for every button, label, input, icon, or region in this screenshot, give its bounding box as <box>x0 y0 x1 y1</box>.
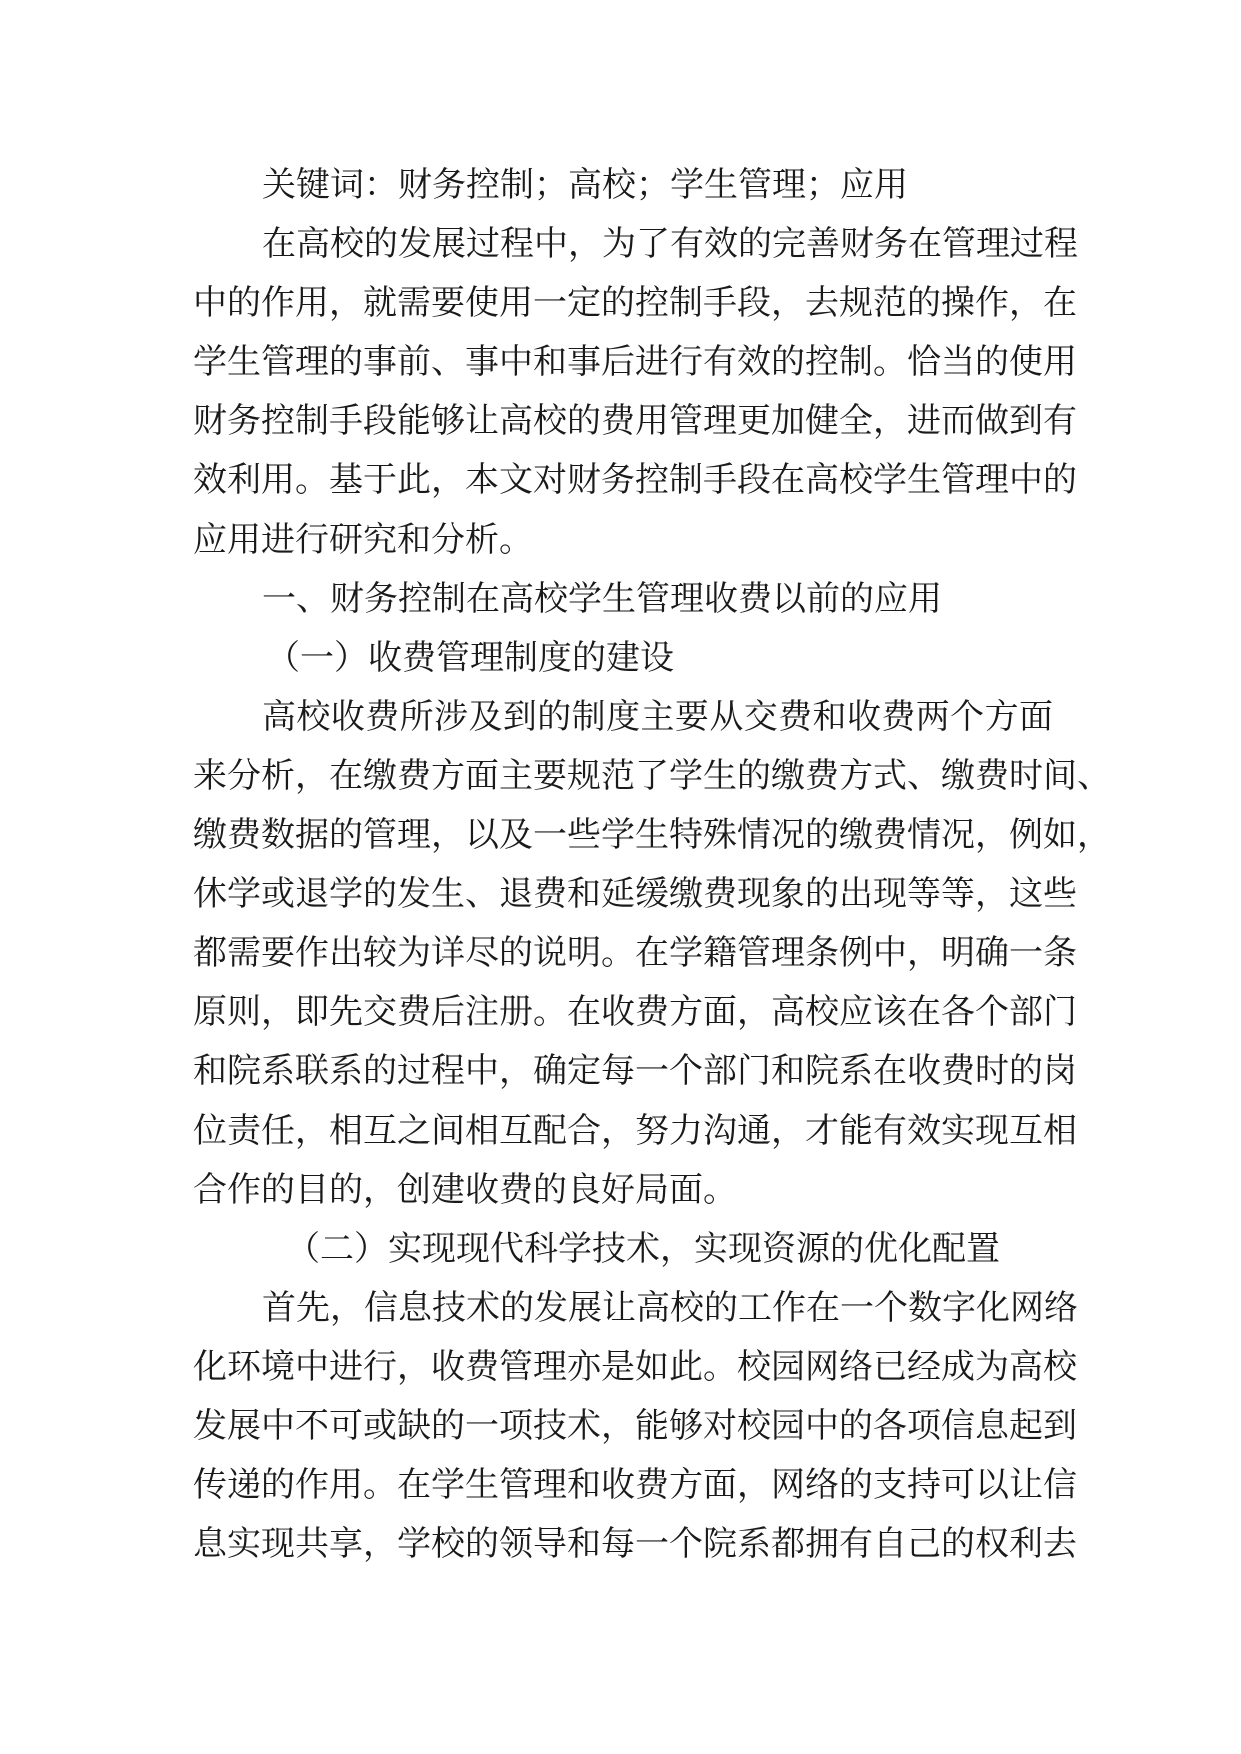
paragraph-line: 学生管理的事前、事中和事后进行有效的控制。恰当的使用 <box>193 342 1077 383</box>
paragraph-line: 中的作用，就需要使用一定的控制手段，去规范的操作，在 <box>193 283 1077 324</box>
subsection-heading: （一）收费管理制度的建设 <box>266 637 674 678</box>
paragraph-line: 缴费数据的管理，以及一些学生特殊情况的缴费情况，例如， <box>193 815 1111 856</box>
paragraph-line: 高校收费所涉及到的制度主要从交费和收费两个方面 <box>262 696 1053 737</box>
paragraph-line: 合作的目的，创建收费的良好局面。 <box>193 1169 737 1210</box>
paragraph-line: 都需要作出较为详尽的说明。在学籍管理条例中，明确一条 <box>193 933 1077 974</box>
paragraph-line: 原则，即先交费后注册。在收费方面，高校应该在各个部门 <box>193 992 1077 1033</box>
paragraph-line: 化环境中进行，收费管理亦是如此。校园网络已经成为高校 <box>193 1346 1077 1387</box>
paragraph-line: 来分析，在缴费方面主要规范了学生的缴费方式、缴费时间、 <box>193 755 1111 796</box>
paragraph-line: 发展中不可或缺的一项技术，能够对校园中的各项信息起到 <box>193 1405 1077 1446</box>
section-heading: 一、财务控制在高校学生管理收费以前的应用 <box>262 578 942 619</box>
paragraph-line: 首先，信息技术的发展让高校的工作在一个数字化网络 <box>262 1287 1078 1328</box>
paragraph-line: 休学或退学的发生、退费和延缓缴费现象的出现等等，这些 <box>193 874 1077 915</box>
document-body <box>193 156 1111 1574</box>
paragraph-line: 传递的作用。在学生管理和收费方面，网络的支持可以让信 <box>193 1465 1077 1506</box>
paragraph-line: 位责任，相互之间相互配合，努力沟通，才能有效实现互相 <box>193 1110 1077 1151</box>
paragraph-line: 效利用。基于此，本文对财务控制手段在高校学生管理中的 <box>193 460 1077 501</box>
paragraph-line: 应用进行研究和分析。 <box>193 519 533 560</box>
paragraph-line: 在高校的发展过程中，为了有效的完善财务在管理过程 <box>262 224 1078 265</box>
paragraph-line: 息实现共享，学校的领导和每一个院系都拥有自己的权利去 <box>193 1524 1077 1565</box>
paragraph-line: 和院系联系的过程中，确定每一个部门和院系在收费时的岗 <box>193 1051 1077 1092</box>
paragraph-line: 财务控制手段能够让高校的费用管理更加健全，进而做到有 <box>193 401 1077 442</box>
keywords-line: 关键词：财务控制；高校；学生管理；应用 <box>262 165 908 205</box>
subsection-heading: （二）实现现代科学技术，实现资源的优化配置 <box>286 1228 1000 1269</box>
